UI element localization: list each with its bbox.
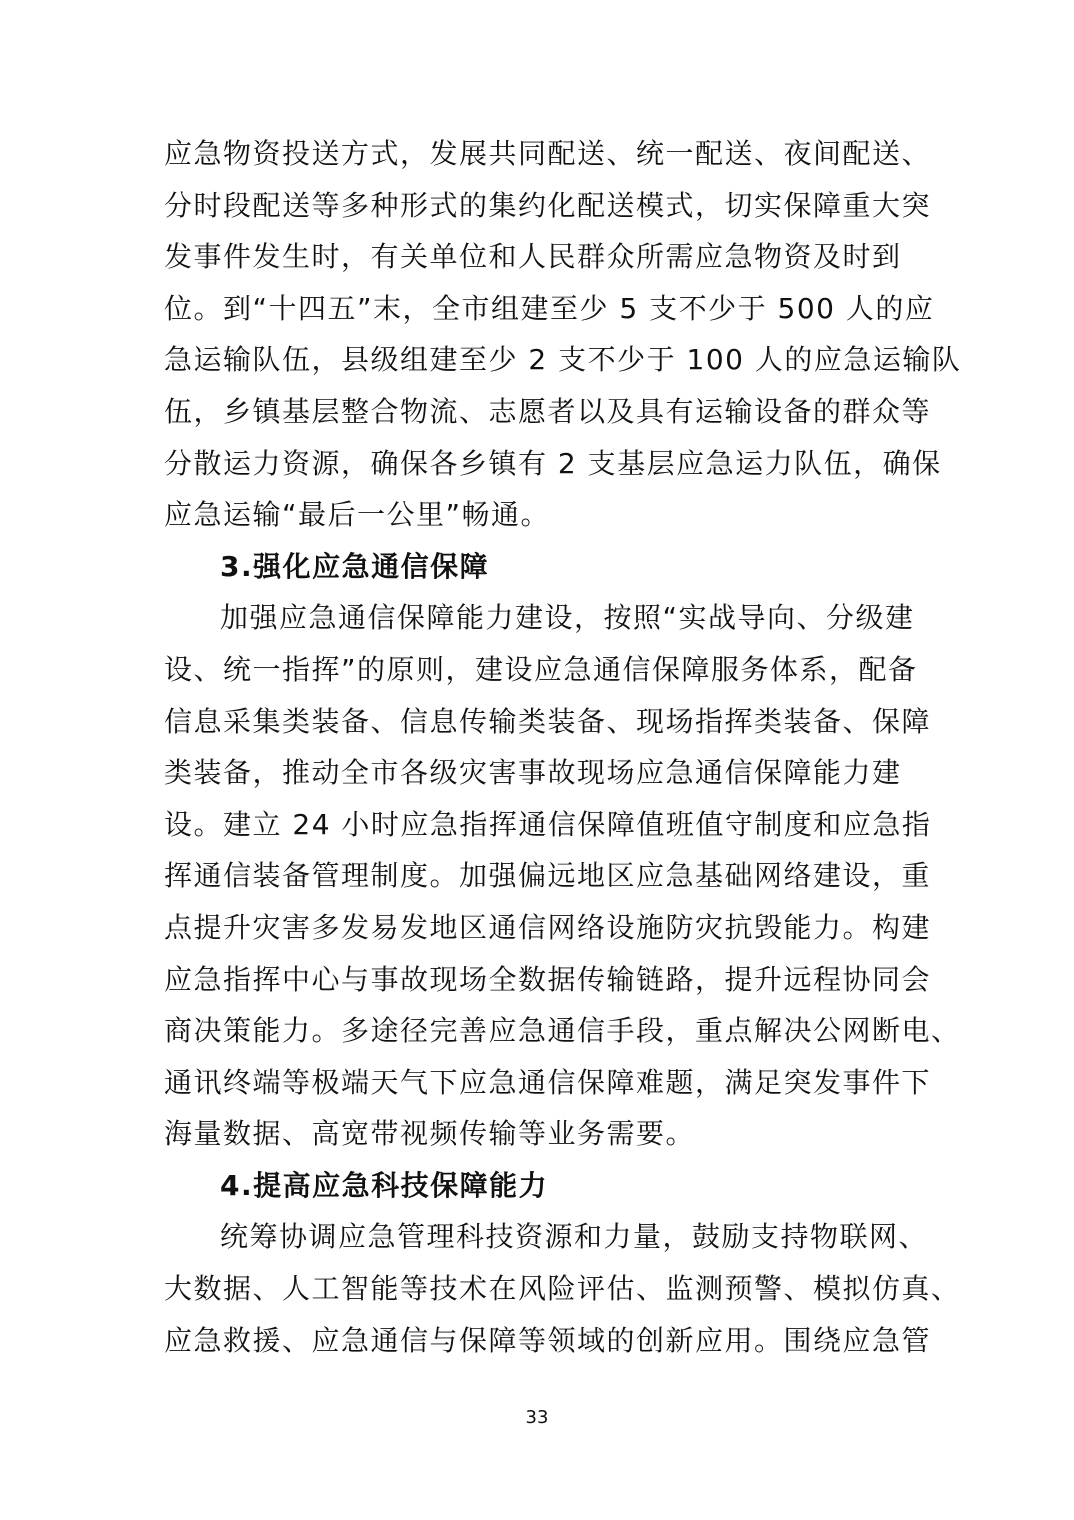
text-line: 通讯终端等极端天气下应急通信保障难题，满足突发事件下 [164,1065,932,1099]
text-line: 发事件发生时，有关单位和人民群众所需应急物资及时到 [164,240,902,274]
text-line: 应急运输“最后一公里”畅通。 [164,498,551,532]
page-number: 33 [525,1407,549,1428]
text-line: 海量数据、高宽带视频传输等业务需要。 [164,1117,696,1151]
text-line: 应急指挥中心与事故现场全数据传输链路，提升远程协同会 [164,962,932,996]
text-line: 应急救援、应急通信与保障等领域的创新应用。围绕应急管 [164,1323,932,1357]
text-line: 分时段配送等多种形式的集约化配送模式，切实保障重大突 [164,188,932,222]
section-heading: 3.强化应急通信保障 [220,549,490,583]
text-line: 点提升灾害多发易发地区通信网络设施防灾抗毁能力。构建 [164,910,932,944]
body-text [164,128,962,1366]
text-line: 伍，乡镇基层整合物流、志愿者以及具有运输设备的群众等 [164,394,932,428]
text-line: 加强应急通信保障能力建设，按照“实战导向、分级建 [220,601,915,635]
text-line: 急运输队伍，县级组建至少 2 支不少于 100 人的应急运输队 [164,343,962,377]
section-heading: 4.提高应急科技保障能力 [220,1168,549,1202]
text-line: 类装备，推动全市各级灾害事故现场应急通信保障能力建 [164,756,902,790]
text-line: 商决策能力。多途径完善应急通信手段，重点解决公网断电、 [164,1014,961,1048]
text-line: 信息采集类装备、信息传输类装备、现场指挥类装备、保障 [164,704,932,738]
text-line: 位。到“十四五”末，全市组建至少 5 支不少于 500 人的应 [164,291,935,325]
text-line: 设。建立 24 小时应急指挥通信保障值班值守制度和应急指 [164,807,932,841]
text-line: 分散运力资源，确保各乡镇有 2 支基层应急运力队伍，确保 [164,446,942,480]
text-line: 统筹协调应急管理科技资源和力量，鼓励支持物联网、 [220,1220,929,1254]
text-line: 挥通信装备管理制度。加强偏远地区应急基础网络建设，重 [164,859,932,893]
text-line: 设、统一指挥”的原则，建设应急通信保障服务体系，配备 [164,652,918,686]
text-line: 大数据、人工智能等技术在风险评估、监测预警、模拟仿真、 [164,1272,961,1306]
text-line: 应急物资投送方式，发展共同配送、统一配送、夜间配送、 [164,137,932,170]
